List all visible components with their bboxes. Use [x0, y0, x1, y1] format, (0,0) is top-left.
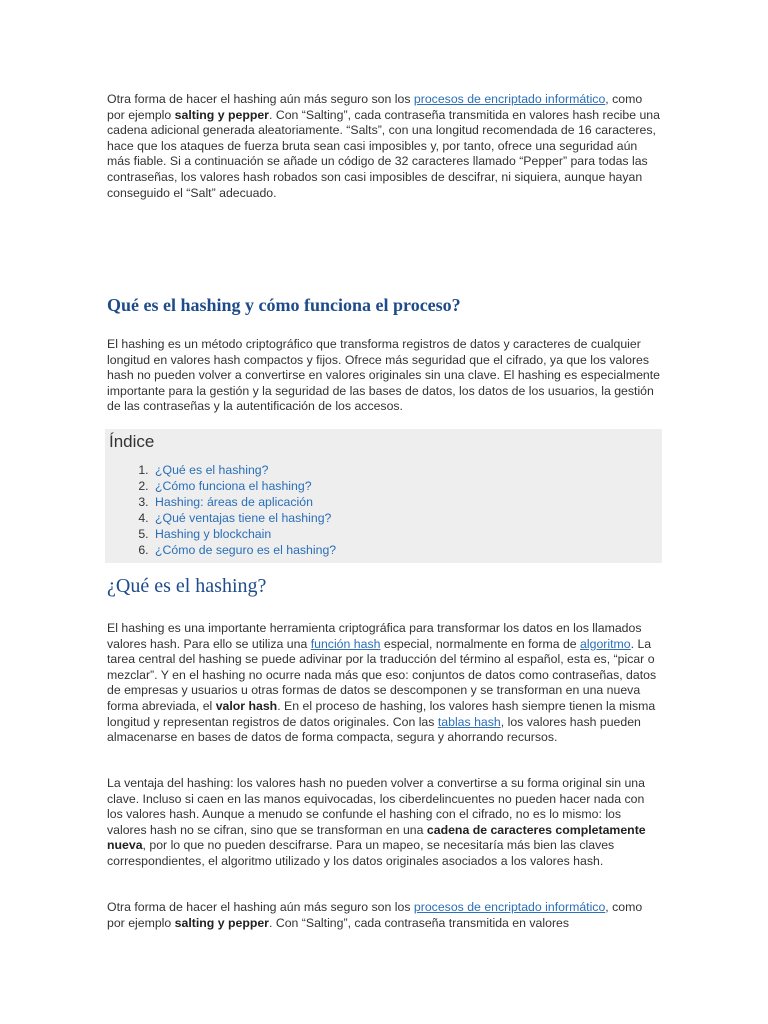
- toc-item: [152, 462, 336, 478]
- repeat-text-1: Otra forma de hacer el hashing aún más seguro son los: [107, 900, 414, 914]
- toc-link-blockchain[interactable]: Hashing y blockchain: [155, 527, 272, 541]
- toc-item: [152, 510, 336, 526]
- toc-list: [105, 462, 336, 558]
- section-paragraph-2: [107, 776, 663, 870]
- toc-link-como-funciona[interactable]: ¿Cómo funciona el hashing?: [155, 479, 312, 493]
- table-of-contents: [105, 429, 662, 563]
- link-funcion-hash[interactable]: función hash: [310, 636, 381, 651]
- section1-text-3: . La tarea central del hashing se puede adivinar por la traducción del término al español, esta es, “picar o mezclar”. Y en el hashing no ocurre nada más que eso: conjuntos de datos como contraseñas, datos de empresas y usuarios u otras formas de datos se descomponen y se transforman en una nueva forma abreviada, el: [107, 636, 657, 713]
- section2-text-2: , por lo que no pueden descifrarse. Para un mapeo, se necesitaría más bien las claves correspondientes, el algoritmo utilizado y los datos originales asociados a los valores hash.: [107, 838, 615, 868]
- intro-paragraph: [107, 92, 663, 201]
- link-encryption-processes-repeat[interactable]: procesos de encriptado informático: [413, 900, 606, 914]
- toc-item: [152, 478, 336, 494]
- link-tablas-hash[interactable]: tablas hash: [437, 714, 501, 729]
- repeat-text-3: . Con “Salting”, cada contraseña transmitida en valores: [268, 915, 570, 930]
- section1-text-2: especial, normalmente en forma de: [380, 636, 581, 651]
- toc-item: [152, 494, 336, 510]
- intro-text-3: . Con “Salting”, cada contraseña transmitida en valores hash recibe una cadena adicional generada aleatoriamente. “Salts”, con una longitud recomendada de 16 caracteres, hace que los ataques de fuerza bruta sean casi imposibles y, por tanto, ofrece una seguridad aún más fiable. Si a continuación se añade un código de 32 caracteres llamado “Pepper” para todas las contraseñas, los valores hash robados son casi imposibles de descifrar, ni siquiera, aunque hayan conseguido el “Salt” adecuado.: [107, 107, 660, 200]
- toc-link-ventajas[interactable]: ¿Qué ventajas tiene el hashing?: [155, 511, 332, 525]
- toc-link-seguridad[interactable]: ¿Cómo de seguro es el hashing?: [155, 543, 337, 557]
- intro-text-1: Otra forma de hacer el hashing aún más seguro son los: [107, 92, 414, 106]
- toc-link-areas[interactable]: Hashing: áreas de aplicación: [155, 495, 313, 509]
- toc-item: [152, 526, 336, 542]
- toc-link-que-es[interactable]: ¿Qué es el hashing?: [155, 463, 269, 477]
- section2-text-1: La ventaja del hashing: los valores hash no pueden volver a convertirse a su forma original sin una clave. Incluso si caen en las manos equivocadas, los ciberdelincuentes no pueden hacer nada con los valores hash. Aunque a menudo se confunde el hashing con el cifrado, no es lo mismo: los valores hash no se cifran, sino que se transforman en una: [107, 776, 645, 837]
- bold-cadena-caracteres: cadena de caracteres completamente nueva: [107, 822, 646, 853]
- repeat-text-2: , como por ejemplo: [107, 900, 643, 930]
- summary-paragraph: El hashing es un método criptográfico que transforma registros de datos y caracteres de cualquier longitud en valores hash compactos y fijos. Ofrece más seguridad que el cifrado, ya que los valores hash no pueden volver a convertirse en valores originales sin una clave. El hashing es especialmente importante para la gestión y la seguridad de las bases de datos, los datos de los usuarios, la gestión de las contraseñas y la autentificación de los accesos.: [107, 337, 661, 414]
- link-encryption-processes[interactable]: procesos de encriptado informático: [413, 92, 606, 106]
- intro-text-2: , como por ejemplo: [107, 92, 643, 122]
- bold-valor-hash: valor hash: [215, 698, 278, 713]
- intro-bold-salting-pepper: salting y pepper: [174, 107, 269, 122]
- main-heading: Qué es el hashing y cómo funciona el proceso?: [107, 295, 461, 315]
- section-heading: ¿Qué es el hashing?: [107, 575, 267, 597]
- section1-text-4: . En el proceso de hashing, los valores hash siempre tienen la misma longitud y representan registros de datos originales. Con las: [107, 698, 656, 729]
- section1-text-1: El hashing es una importante herramienta criptográfica para transformar los datos en los llamados valores hash. Para ello se utiliza una: [107, 621, 642, 651]
- section-paragraph-1: [107, 621, 663, 746]
- toc-title: Índice: [109, 432, 155, 451]
- repeat-paragraph: [107, 900, 663, 931]
- link-algoritmo[interactable]: algoritmo: [580, 636, 631, 651]
- section1-text-5: , los valores hash pueden almacenarse en bases de datos de forma compacta, segura y ahorrando recursos.: [107, 714, 641, 745]
- repeat-bold-salting-pepper: salting y pepper: [174, 915, 269, 930]
- toc-item: [152, 542, 336, 558]
